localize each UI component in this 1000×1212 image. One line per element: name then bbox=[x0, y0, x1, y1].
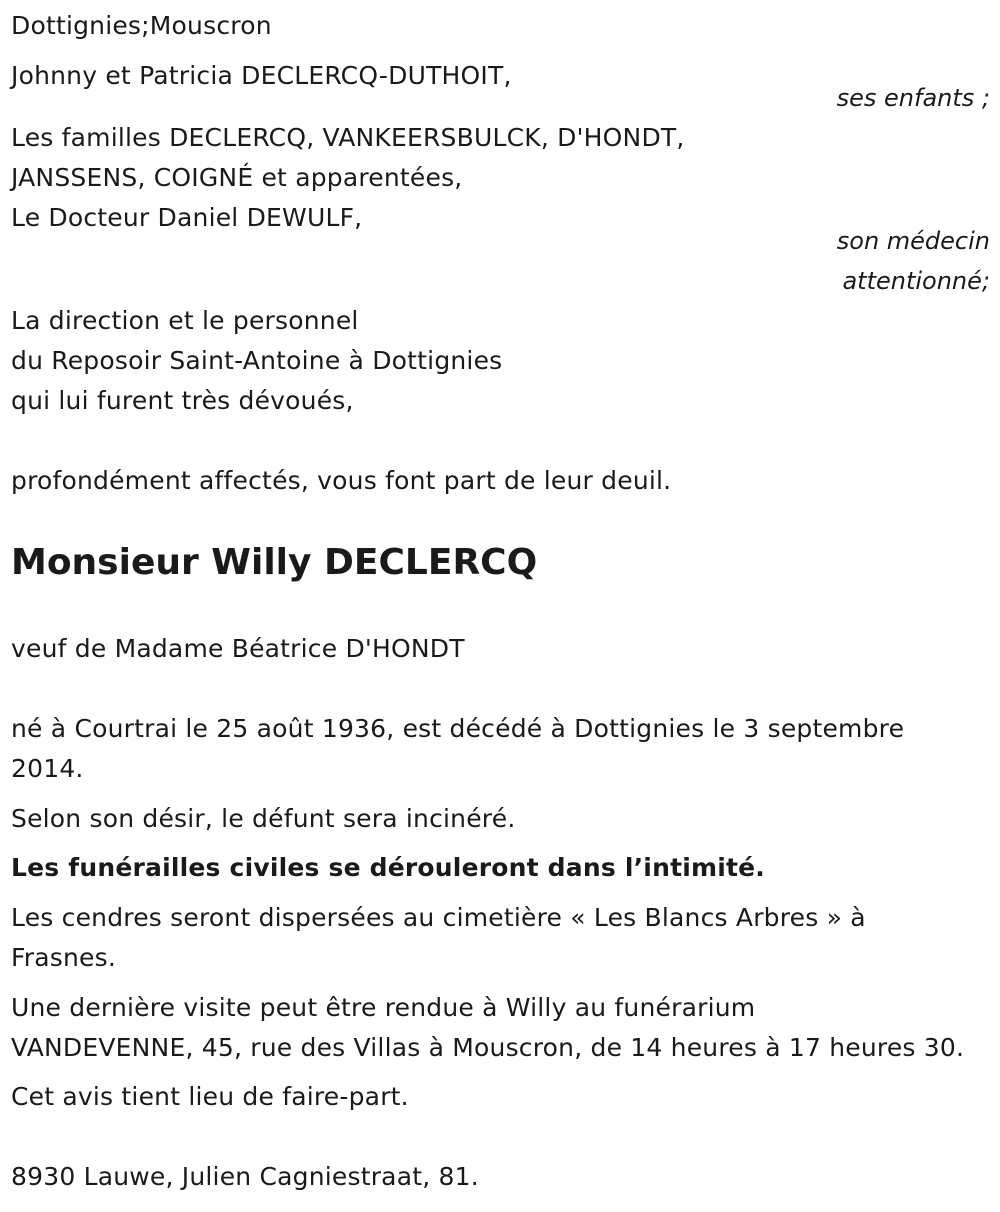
families-line-1: Les familles DECLERCQ, VANKEERSBULCK, D'HONDT, bbox=[11, 123, 685, 152]
cremation-line: Selon son désir, le défunt sera incinéré. bbox=[11, 804, 516, 833]
children-role: ses enfants ; bbox=[836, 84, 990, 112]
doctor-name: Le Docteur Daniel DEWULF, bbox=[11, 203, 363, 232]
notice-line: Cet avis tient lieu de faire-part. bbox=[11, 1082, 409, 1111]
doctor-role-line-2: attentionné; bbox=[842, 267, 990, 295]
funeral-line: Les funérailles civiles se dérouleront dans l’intimité. bbox=[11, 853, 766, 882]
doctor-role-line-1: son médecin bbox=[836, 227, 990, 255]
birth-death-line-2: 2014. bbox=[11, 754, 84, 783]
visit-line-1: Une dernière visite peut être rendue à Willy au funérarium bbox=[11, 993, 756, 1022]
staff-line-2: du Reposoir Saint-Antoine à Dottignies bbox=[11, 346, 503, 375]
spouse-line: veuf de Madame Béatrice D'HONDT bbox=[11, 634, 465, 663]
staff-line-1: La direction et le personnel bbox=[11, 306, 359, 335]
address-line: 8930 Lauwe, Julien Cagniestraat, 81. bbox=[11, 1162, 479, 1191]
announcement: profondément affectés, vous font part de leur deuil. bbox=[11, 466, 672, 495]
ashes-line-1: Les cendres seront dispersées au cimetière « Les Blancs Arbres » à bbox=[11, 903, 866, 932]
families-line-2: JANSSENS, COIGNÉ et apparentées, bbox=[11, 163, 463, 192]
ashes-line-2: Frasnes. bbox=[11, 943, 116, 972]
staff-line-3: qui lui furent très dévoués, bbox=[11, 386, 354, 415]
children-names: Johnny et Patricia DECLERCQ-DUTHOIT, bbox=[11, 61, 512, 90]
birth-death-line-1: né à Courtrai le 25 août 1936, est décédé à Dottignies le 3 septembre bbox=[11, 714, 905, 743]
deceased-name: Monsieur Willy DECLERCQ bbox=[11, 542, 538, 583]
visit-line-2: VANDEVENNE, 45, rue des Villas à Mouscron, de 14 heures à 17 heures 30. bbox=[11, 1033, 965, 1062]
location-header: Dottignies;Mouscron bbox=[11, 11, 272, 40]
